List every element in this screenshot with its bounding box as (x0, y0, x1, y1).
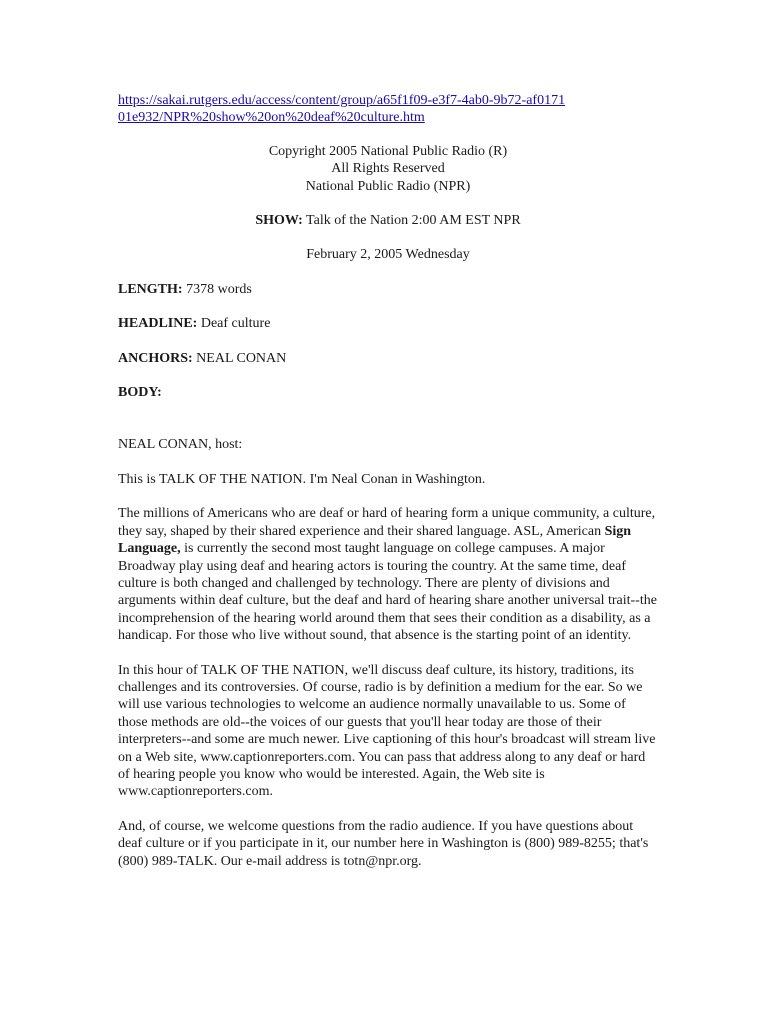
headline-value: Deaf culture (197, 316, 271, 332)
anchors-label: ANCHORS: (118, 350, 193, 366)
paragraph-2 (118, 505, 658, 644)
length-field (118, 281, 658, 298)
rights-line: All Rights Reserved (331, 161, 445, 177)
length-label: LENGTH: (118, 281, 183, 297)
headline-label: HEADLINE: (118, 316, 198, 332)
paragraph-2-end: is currently the second most taught language on college campuses. A major Broadway play using deaf and hearing actors is touring the country. At the same time, deaf culture is both changed and challenged by technology. There are plenty of divisions and arguments within deaf culture, but the deaf and hard of hearing share another universal trait--the incomprehension of the hearing world around them that sees their condition as a disability, as a handicap. For those who live without sound, that absence is the starting point of an identity. (118, 541, 657, 644)
body-label: BODY: (118, 385, 162, 401)
publisher-line: National Public Radio (NPR) (305, 178, 471, 194)
copyright-line: Copyright 2005 National Public Radio (R) (268, 143, 508, 159)
copyright-block (118, 143, 658, 195)
anchors-field (118, 350, 658, 367)
show-value: Talk of the Nation 2:00 AM EST NPR (302, 213, 521, 229)
paragraph-1: This is TALK OF THE NATION. I'm Neal Conan in Washington. (118, 471, 486, 487)
broadcast-date: February 2, 2005 Wednesday (306, 247, 470, 263)
host-line: NEAL CONAN, host: (118, 437, 243, 453)
source-link[interactable]: https://sakai.rutgers.edu/access/content/group/a65f1f09-e3f7-4ab0-9b72-af017101e932/NPR%20show%20on%20deaf%20culture.htm (118, 93, 566, 126)
show-label: SHOW: (255, 213, 303, 229)
show-line (118, 212, 658, 229)
paragraph-2-bold: Sign Language, (118, 523, 632, 557)
paragraph-2-start: The millions of Americans who are deaf or hard of hearing form a unique community, a culture, they say, shaped by their shared experience and their shared language. ASL, American (118, 506, 656, 539)
paragraph-4: And, of course, we welcome questions from the radio audience. If you have questions about deaf culture or if you participate in it, our number here in Washington is (800) 989-8255; that's (800) 989-TALK. Our e-mail address is totn@npr.org. (118, 818, 649, 869)
anchors-value: NEAL CONAN (192, 350, 287, 366)
paragraph-3: In this hour of TALK OF THE NATION, we'll discuss deaf culture, its history, traditions, its challenges and its controversies. Of course, radio is by definition a medium for the ear. So we will use various technologies to welcome an audience normally unavailable to us. Some of those methods are old--the voices of our guests that you'll hear today are those of their interpreters--and some are much newer. Live captioning of this hour's broadcast will stream live on a Web site, www.captionreporters.com. You can pass that address along to any deaf or hard of hearing people you know who would be interested. Again, the Web site is www.captionreporters.com. (118, 662, 656, 800)
body-field (118, 384, 658, 401)
headline-field (118, 315, 658, 332)
length-value: 7378 words (182, 281, 252, 297)
document-page (118, 92, 658, 870)
